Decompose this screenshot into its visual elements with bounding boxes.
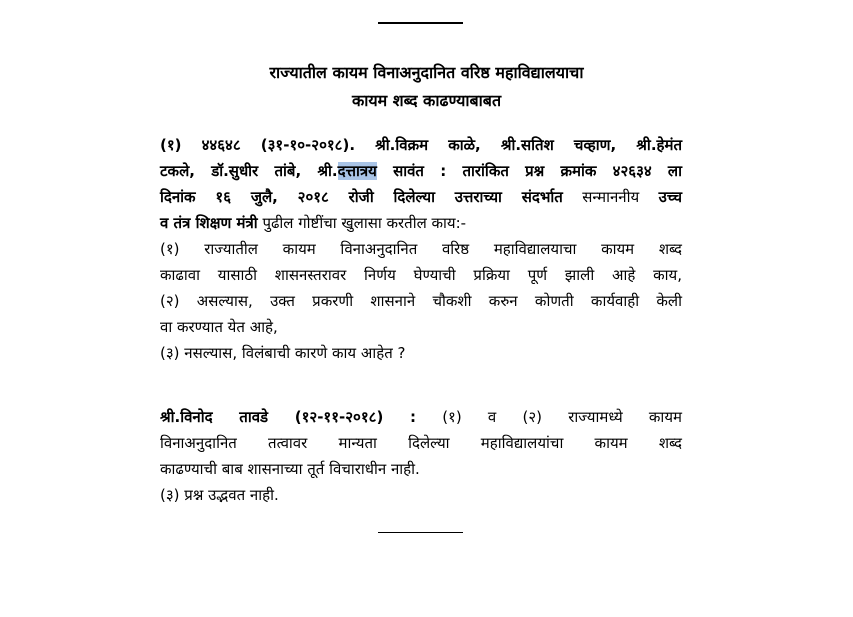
question-line-1: (१) ४४६४८ (३१-१०-२०१८). श्री.विक्रम काळे, श्री.सतिश चव्हाण, श्री.हेमंत <box>160 136 682 154</box>
answer-line-1-text: (१) व (२) राज्यामध्ये कायम <box>415 408 682 426</box>
answer-line-1 <box>160 404 682 430</box>
top-divider <box>378 22 463 24</box>
document-title-line-1: राज्यातील कायम विनाअनुदानित वरिष्ठ महाविद्यालयाचा <box>269 63 584 82</box>
document-title-line-2: कायम शब्द काढण्याबाबत <box>351 91 502 110</box>
question-line-3 <box>160 184 682 210</box>
question-item-2-line-2: वा करण्यात येत आहे, <box>160 318 278 336</box>
question-item-3: (३) नसल्यास, विलंबाची कारणे काय आहेत ? <box>160 344 406 362</box>
question-item-1-line-2: काढावा यासाठी शासनस्तरावर निर्णय घेण्याची प्रक्रिया पूर्ण झाली आहे काय, <box>160 266 682 284</box>
question-line-3-end: उच्च <box>658 188 682 206</box>
bottom-divider <box>378 532 463 533</box>
answer-minister: श्री.विनोद तावडे (१२-११-२०१८) : <box>160 408 416 426</box>
answer-line-4: (३) प्रश्न उद्भवत नाही. <box>160 486 279 504</box>
question-line-2-start: टकले, डॉ.सुधीर तांबे, श्री. <box>160 162 338 180</box>
question-block <box>160 132 682 366</box>
answer-line-3: काढण्याची बाब शासनाच्या तूर्त विचाराधीन नाही. <box>160 460 420 478</box>
question-line-2-end: सावंत : तारांकित प्रश्न क्रमांक ४२६३४ ला <box>376 162 682 180</box>
question-line-2 <box>160 158 682 184</box>
answer-line-2: विनाअनुदानित तत्वावर मान्यता दिलेल्या महाविद्यालयांचा कायम शब्द <box>160 434 682 452</box>
answer-block <box>160 404 682 508</box>
highlighted-text[interactable]: दत्तात्रय <box>337 162 377 180</box>
question-item-1-line-1: (१) राज्यातील कायम विनाअनुदानित वरिष्ठ महाविद्यालयाचा कायम शब्द <box>160 240 682 258</box>
question-line-3-bold: दिनांक १६ जुलै, २०१८ रोजी दिलेल्या उत्तराच्या संदर्भात <box>160 188 563 206</box>
minister-title: व तंत्र शिक्षण मंत्री <box>160 214 258 232</box>
question-line-4 <box>160 210 682 236</box>
question-line-3-plain: सन्माननीय <box>562 188 659 206</box>
question-line-4-plain: पुढील गोष्टींचा खुलासा करतील काय:- <box>257 214 467 232</box>
question-item-2-line-1: (२) असल्यास, उक्त प्रकरणी शासनाने चौकशी करुन कोणती कार्यवाही केली <box>160 292 682 310</box>
